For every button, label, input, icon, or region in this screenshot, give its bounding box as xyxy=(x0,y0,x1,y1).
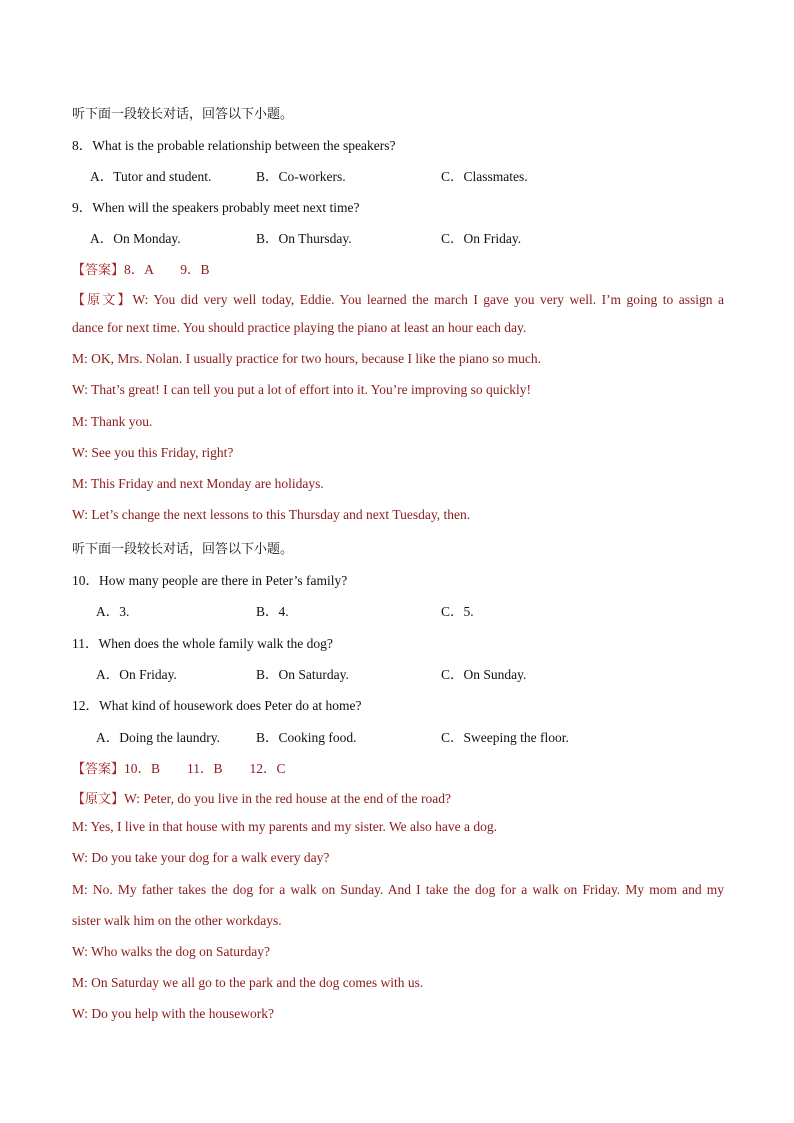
script-line: W: Do you take your dog for a walk every day? xyxy=(72,850,330,865)
script-line: 【原文】W: Peter, do you live in the red house at the end of the road? xyxy=(72,791,451,807)
script-line: M: Yes, I live in that house with my parents and my sister. We also have a dog. xyxy=(72,819,497,834)
section-intro: 听下面一段较长对话，回答以下小题。 xyxy=(72,107,294,122)
script-line: W: Let’s change the next lessons to this Thursday and next Tuesday, then. xyxy=(72,507,471,522)
question-number: 12． xyxy=(72,698,99,713)
option-c: C．Classmates. xyxy=(441,169,528,184)
script-line: W: Who walks the dog on Saturday? xyxy=(72,944,270,959)
option-c: C．On Sunday. xyxy=(441,667,527,682)
script-line: M: On Saturday we all go to the park and the dog comes with us. xyxy=(72,975,424,990)
option-a: A．3. xyxy=(96,604,130,619)
answer-text: 8．A 9．B xyxy=(124,262,210,277)
script-line: 【原文】W: You did very well today, Eddie. You learned the march I gave you very well. I’m going to assign a xyxy=(72,292,724,308)
answer-tag: 【答案】 xyxy=(72,263,125,278)
question-text: When will the speakers probably meet next time? xyxy=(92,200,360,215)
script-line: W: See you this Friday, right? xyxy=(72,445,234,460)
question-11 xyxy=(72,632,724,652)
script-line: M: OK, Mrs. Nolan. I usually practice for two hours, because I like the piano so much. xyxy=(72,351,542,366)
answer-tag: 【答案】 xyxy=(72,762,125,777)
section-intro: 听下面一段较长对话，回答以下小题。 xyxy=(72,542,294,557)
script-line: M: Thank you. xyxy=(72,414,153,429)
script-line: W: That’s great! I can tell you put a lot of effort into it. You’re improving so quickly! xyxy=(72,382,532,397)
script-tag: 【原文】 xyxy=(72,293,133,308)
option-b: B．Co-workers. xyxy=(256,169,346,184)
question-text: How many people are there in Peter’s family? xyxy=(99,573,348,588)
question-number: 9． xyxy=(72,200,93,215)
question-9 xyxy=(72,196,724,216)
script-line: W: Do you help with the housework? xyxy=(72,1006,274,1021)
option-a: A．Tutor and student. xyxy=(90,169,212,184)
script-line: dance for next time. You should practice playing the piano at least an hour each day. xyxy=(72,320,527,335)
option-a: A．Doing the laundry. xyxy=(96,730,220,745)
question-text: What kind of housework does Peter do at home? xyxy=(99,698,362,713)
option-a: A．On Friday. xyxy=(96,667,177,682)
script-line: M: No. My father takes the dog for a walk on Sunday. And I take the dog for a walk on Friday. My mom and my xyxy=(72,882,724,897)
option-b: B．On Thursday. xyxy=(256,231,352,246)
answer-line xyxy=(72,757,724,777)
answer-text: 10．B 11．B 12．C xyxy=(124,761,286,776)
question-number: 8． xyxy=(72,138,93,153)
question-12 xyxy=(72,694,724,714)
question-text: When does the whole family walk the dog? xyxy=(98,636,333,651)
question-10 xyxy=(72,569,724,589)
option-b: B．On Saturday. xyxy=(256,667,349,682)
option-b: B．4. xyxy=(256,604,289,619)
question-text: What is the probable relationship between the speakers? xyxy=(92,138,396,153)
question-8 xyxy=(72,134,724,154)
option-c: C．On Friday. xyxy=(441,231,522,246)
option-a: A．On Monday. xyxy=(90,231,181,246)
script-tag: 【原文】 xyxy=(72,792,125,807)
option-c: C．Sweeping the floor. xyxy=(441,730,569,745)
option-c: C．5. xyxy=(441,604,474,619)
question-number: 11． xyxy=(72,636,99,651)
script-line: M: This Friday and next Monday are holidays. xyxy=(72,476,324,491)
option-b: B．Cooking food. xyxy=(256,730,357,745)
answer-line xyxy=(72,258,724,278)
question-number: 10． xyxy=(72,573,99,588)
script-line: sister walk him on the other workdays. xyxy=(72,913,282,928)
